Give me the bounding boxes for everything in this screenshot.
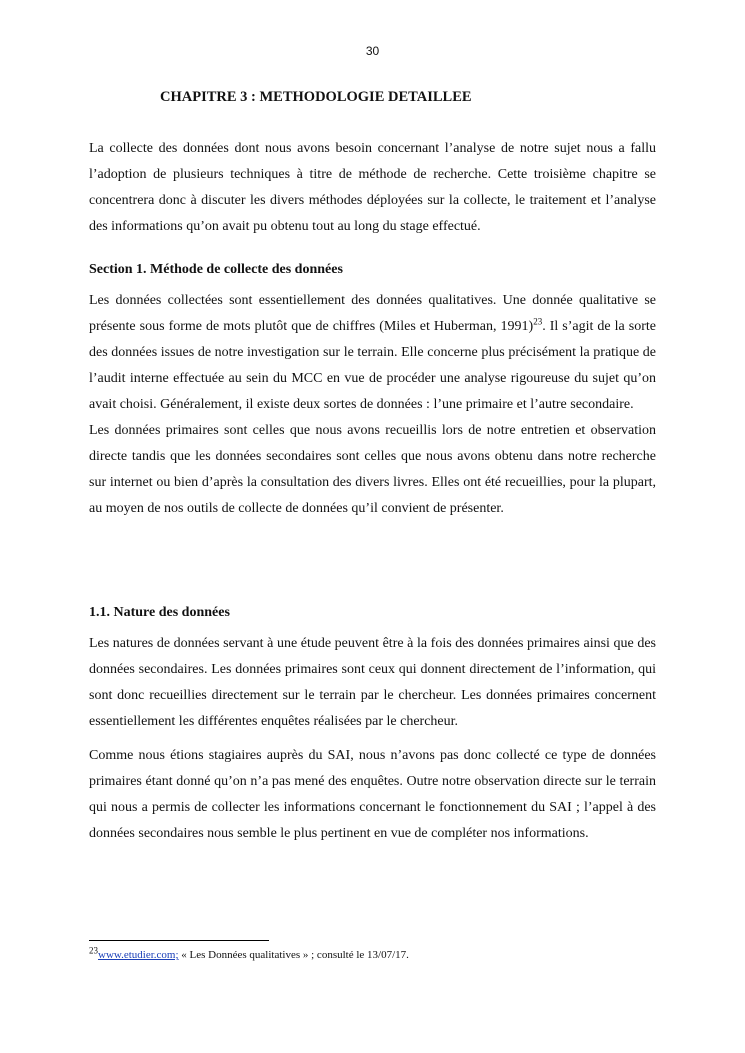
footnote [89, 947, 409, 963]
subsection-1-1-paragraph-1: Les natures de données servant à une étude peuvent être à la fois des données primaires ainsi que des données secondaires. Les données primaires sont ceux qui donnent directement de l’information, qui sont donc recueillies directement sur le terrain par le chercheur. Les données primaires concernent essentiellement les différentes enquêtes réalisées par le chercheur. [89, 636, 656, 729]
subsection-1-1-paragraph-2: Comme nous étions stagiaires auprès du SAI, nous n’avons pas donc collecté ce type de données primaires étant donné qu’on n’a pas mené des enquêtes. Outre notre observation directe sur le terrain qui nous a permis de collecter les informations concernant le fonctionnement du SAI ; l’appel à des données secondaires nous semble le plus pertinent en vue de compléter nos informations. [89, 748, 656, 841]
subsection-1-1-title: 1.1. Nature des données [89, 605, 230, 620]
section-1-paragraph-1-start: Les données collectées sont essentiellement des données qualitatives. Une donnée qualitative se présente sous forme de mots plutôt que de chiffres (Miles et Huberman, 1991) [89, 293, 656, 334]
intro-paragraph: La collecte des données dont nous avons besoin concernant l’analyse de notre sujet nous a fallu l’adoption de plusieurs techniques à titre de méthode de recherche. Cette troisième chapitre se concentrera donc à discuter les divers méthodes déployées sur la collecte, le traitement et l’analyse des informations qu’on avait pu obtenu tout au long du stage effectué. [89, 141, 656, 234]
section-1 [89, 257, 656, 522]
section-1-paragraph-2: Les données primaires sont celles que nous avons recueillis lors de notre entretien et observation directe tandis que les données secondaires sont celles que nous avons obtenu dans notre recherche sur internet ou bien d’après la consultation des divers livres. Elles ont été recueillies, pour la plupart, au moyen de nos outils de collecte de données qu’il convient de présenter. [89, 423, 656, 516]
page-number: 30 [365, 44, 380, 58]
footnote-number: 23 [89, 945, 98, 956]
section-1-title: Section 1. Méthode de collecte des données [89, 262, 343, 277]
footnote-text: « Les Données qualitatives » ; consulté le 13/07/17. [178, 949, 409, 961]
footnote-reference[interactable]: 23 [533, 316, 543, 327]
subsection-1-1 [89, 600, 656, 847]
section-1-paragraph-1-end: . Il s’agit de la sorte des données issues de notre investigation sur le terrain. Elle concerne plus précisément la pratique de l’audit interne effectuée au sein du MCC en vue de procéder une analyse rigoureuse du sujet qu’on avait choisi. Généralement, il existe deux sortes de données : l’une primaire et l’autre secondaire. [89, 319, 656, 412]
footnote-separator [89, 940, 269, 941]
chapter-title: CHAPITRE 3 : METHODOLOGIE DETAILLEE [160, 89, 472, 105]
footnote-link[interactable]: www.etudier.com; [98, 949, 179, 961]
section-1-paragraph-1 [89, 288, 656, 418]
intro-section [89, 136, 656, 240]
